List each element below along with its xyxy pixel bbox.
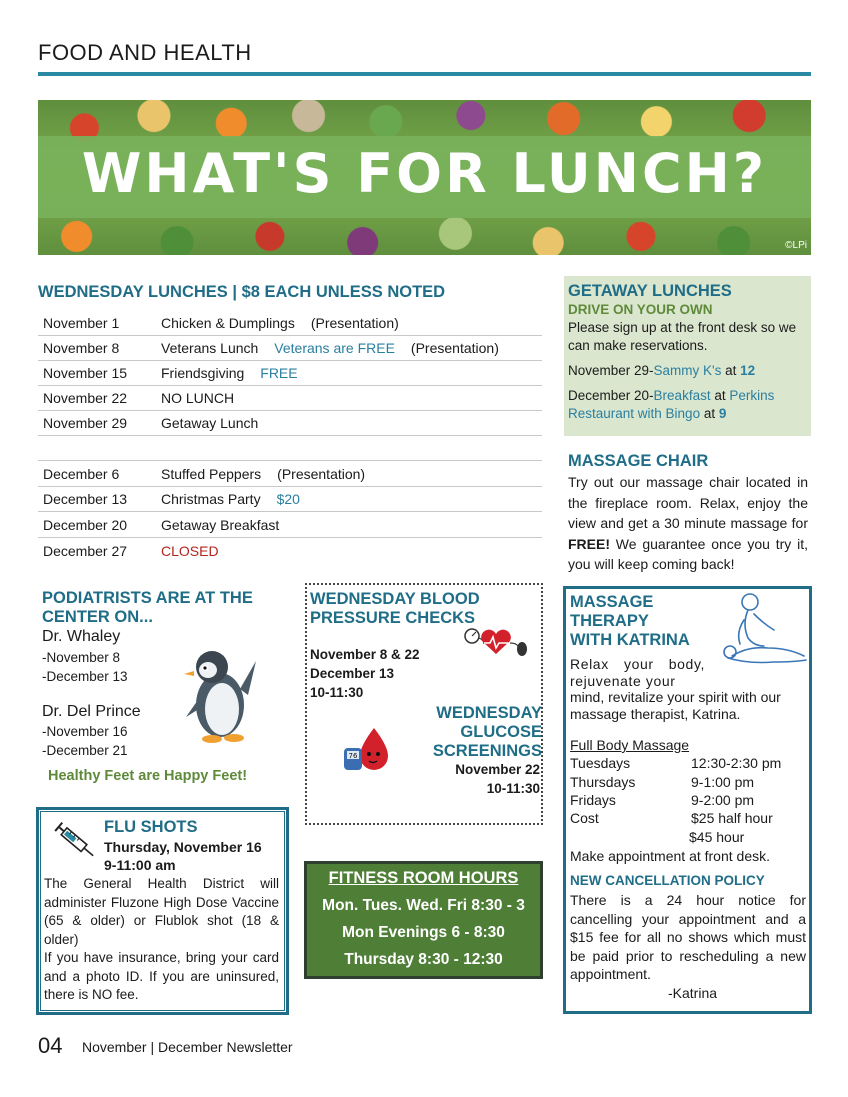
podiatrist-date: -December 21	[42, 743, 128, 758]
lunch-extra: (Presentation)	[410, 340, 499, 356]
massage-title-line: THERAPY	[570, 612, 649, 630]
schedule-time: $45 hour	[689, 829, 745, 845]
flu-shots-text-1: The General Health District will administer Fluzone High Dose Vaccine (65 & older) or Flublok shot (18 & older)	[44, 876, 279, 947]
cancellation-policy-title: NEW CANCELLATION POLICY	[570, 873, 765, 888]
massage-title-line: MASSAGE	[570, 593, 654, 611]
schedule-day: Cost	[570, 810, 599, 826]
glucose-title	[420, 704, 542, 761]
lunch-date: November 29	[43, 415, 128, 431]
lunch-banner-image	[38, 100, 811, 255]
getaway-title: GETAWAY LUNCHES	[568, 282, 732, 300]
heart-pressure-icon	[462, 626, 530, 658]
flu-shots-text	[44, 875, 279, 1005]
schedule-day: Tuesdays	[570, 755, 631, 771]
lunch-event: Getaway Lunch	[161, 415, 259, 431]
podiatrists-footer: Healthy Feet are Happy Feet!	[48, 768, 248, 784]
massage-title-line: WITH KATRINA	[570, 631, 690, 649]
lunch-row	[38, 361, 542, 386]
fitness-line: Mon Evenings 6 - 8:30	[342, 924, 505, 941]
lunch-heading: WEDNESDAY LUNCHES | $8 EACH UNLESS NOTED	[38, 283, 446, 301]
lunch-spacer-row	[38, 436, 542, 461]
lunch-date: November 22	[43, 390, 128, 406]
schedule-time: 9-2:00 pm	[691, 792, 755, 808]
glucose-meter-reading: 76	[348, 752, 358, 760]
lunch-note: $20	[276, 491, 300, 507]
podiatrist-date: -November 8	[42, 650, 121, 665]
lunch-date: December 13	[43, 491, 128, 507]
fitness-title: FITNESS ROOM HOURS	[328, 869, 519, 887]
lunch-note: FREE	[260, 365, 298, 381]
lunch-event: Chicken & Dumplings	[161, 315, 295, 331]
blood-pressure-title: WEDNESDAY BLOOD PRESSURE CHECKS	[310, 590, 480, 627]
podiatrist-date: -December 13	[42, 669, 128, 684]
page-number: 04	[38, 1033, 63, 1058]
massage-therapy-intro: Relax your body, rejuvenate your	[570, 656, 705, 689]
schedule-day: Thursdays	[570, 774, 636, 790]
getaway-place: Sammy K's	[653, 363, 722, 378]
chair-free: FREE!	[568, 535, 610, 552]
lunch-date: December 6	[43, 466, 120, 482]
podiatrist-date: -November 16	[42, 724, 128, 739]
getaway-meal: Breakfast	[653, 388, 711, 403]
getaway-line	[568, 362, 806, 380]
getaway-text: Please sign up at the front desk so we can make reservations.	[568, 320, 797, 353]
lunch-extra: (Presentation)	[277, 466, 366, 482]
blood-pressure-time: 10-11:30	[310, 685, 364, 700]
lunch-event: Stuffed Peppers	[161, 466, 262, 482]
banner-title: WHAT'S FOR LUNCH?	[81, 142, 768, 205]
lunch-event: Christmas Party	[161, 491, 261, 507]
getaway-line	[568, 387, 806, 423]
lunch-date: December 20	[43, 517, 128, 533]
massage-chair-text	[568, 472, 808, 575]
getaway-at: at	[710, 388, 730, 403]
section-divider	[38, 72, 811, 76]
flu-shots-title: FLU SHOTS	[104, 818, 198, 836]
lunch-note: Veterans are FREE	[274, 340, 395, 356]
section-title: FOOD AND HEALTH	[38, 40, 252, 65]
lunch-event: NO LUNCH	[161, 390, 235, 406]
banner-credit: ©LPi	[785, 240, 807, 251]
podiatrists-title: PODIATRISTS ARE AT THE CENTER ON...	[42, 589, 253, 626]
syringe-icon	[52, 820, 100, 864]
lunch-extra: (Presentation)	[310, 315, 399, 331]
getaway-date: November 29-	[568, 363, 654, 378]
getaway-time: 12	[740, 363, 756, 378]
lunch-date: November 8	[43, 340, 120, 356]
getaway-time: 9	[718, 406, 727, 421]
massage-icon	[718, 590, 808, 670]
signature: -Katrina	[668, 985, 718, 1001]
glucose-title-text: WEDNESDAY GLUCOSE SCREENINGS	[432, 704, 542, 760]
chair-text-c: We guarantee once you try it, you will keep coming back!	[568, 535, 808, 572]
lunch-date: November 1	[43, 315, 120, 331]
massage-chair-title: MASSAGE CHAIR	[568, 452, 709, 470]
podiatrist-name: Dr. Whaley	[42, 628, 121, 645]
getaway-place: Perkins Restaurant with Bingo	[568, 388, 775, 421]
blood-pressure-dates: December 13	[310, 666, 395, 681]
schedule-day: Fridays	[570, 792, 616, 808]
lunch-row	[38, 539, 542, 564]
footer-text: November | December Newsletter	[82, 1039, 293, 1055]
lunch-row	[38, 386, 542, 411]
fitness-hours-box	[304, 861, 543, 979]
schedule-time: 12:30-2:30 pm	[691, 755, 782, 771]
getaway-at: at	[700, 406, 719, 421]
lunch-event: Veterans Lunch	[161, 340, 259, 356]
lunch-row	[38, 487, 542, 512]
lunch-event: Getaway Breakfast	[161, 517, 280, 533]
appointment-note: Make appointment at front desk.	[570, 848, 770, 864]
lunch-row	[38, 462, 542, 487]
lunch-date: November 15	[43, 365, 128, 381]
chair-text-a: Try out our massage chair located in the fireplace room. Relax, enjoy the view and get a 30 minute massage for	[568, 474, 808, 531]
massage-therapy-title	[570, 593, 690, 650]
glucose-date: November 22	[455, 762, 540, 777]
massage-therapy-subtitle: Full Body Massage	[570, 737, 690, 753]
lunch-date: December 27	[43, 543, 128, 559]
fitness-line: Thursday 8:30 - 12:30	[344, 951, 503, 968]
lunch-row	[38, 411, 542, 436]
cancellation-policy-text: There is a 24 hour notice for cancelling your appointment and a $15 fee for all no shows which must be paid prior to rescheduling a new appointment.	[570, 892, 806, 982]
getaway-subtitle: DRIVE ON YOUR OWN	[568, 302, 713, 317]
getaway-at: at	[721, 363, 741, 378]
penguin-icon	[178, 641, 260, 745]
flu-shots-text-2: If you have insurance, bring your card and a photo ID. If you are uninsured, there is NO fee.	[44, 950, 279, 1002]
getaway-date: December 20-	[568, 388, 654, 403]
blood-drop-icon	[342, 726, 396, 774]
schedule-time: 9-1:00 pm	[691, 774, 755, 790]
lunch-event: Friendsgiving	[161, 365, 245, 381]
getaway-lunches-box	[564, 276, 811, 436]
glucose-time: 10-11:30	[486, 781, 540, 796]
blood-pressure-dates: November 8 & 22	[310, 647, 420, 662]
lunch-row	[38, 513, 542, 538]
schedule-time: $25 half hour	[691, 810, 773, 826]
lunch-row	[38, 336, 542, 361]
flu-shots-date: Thursday, November 16	[104, 839, 262, 855]
fitness-line: Mon. Tues. Wed. Fri 8:30 - 3	[322, 897, 525, 914]
massage-therapy-intro-2: mind, revitalize your spirit with our massage therapist, Katrina.	[570, 689, 781, 722]
lunch-event-closed: CLOSED	[161, 543, 219, 559]
flu-shots-time: 9-11:00 am	[104, 857, 176, 873]
lunch-row	[38, 311, 542, 336]
podiatrist-name: Dr. Del Prince	[42, 703, 141, 720]
